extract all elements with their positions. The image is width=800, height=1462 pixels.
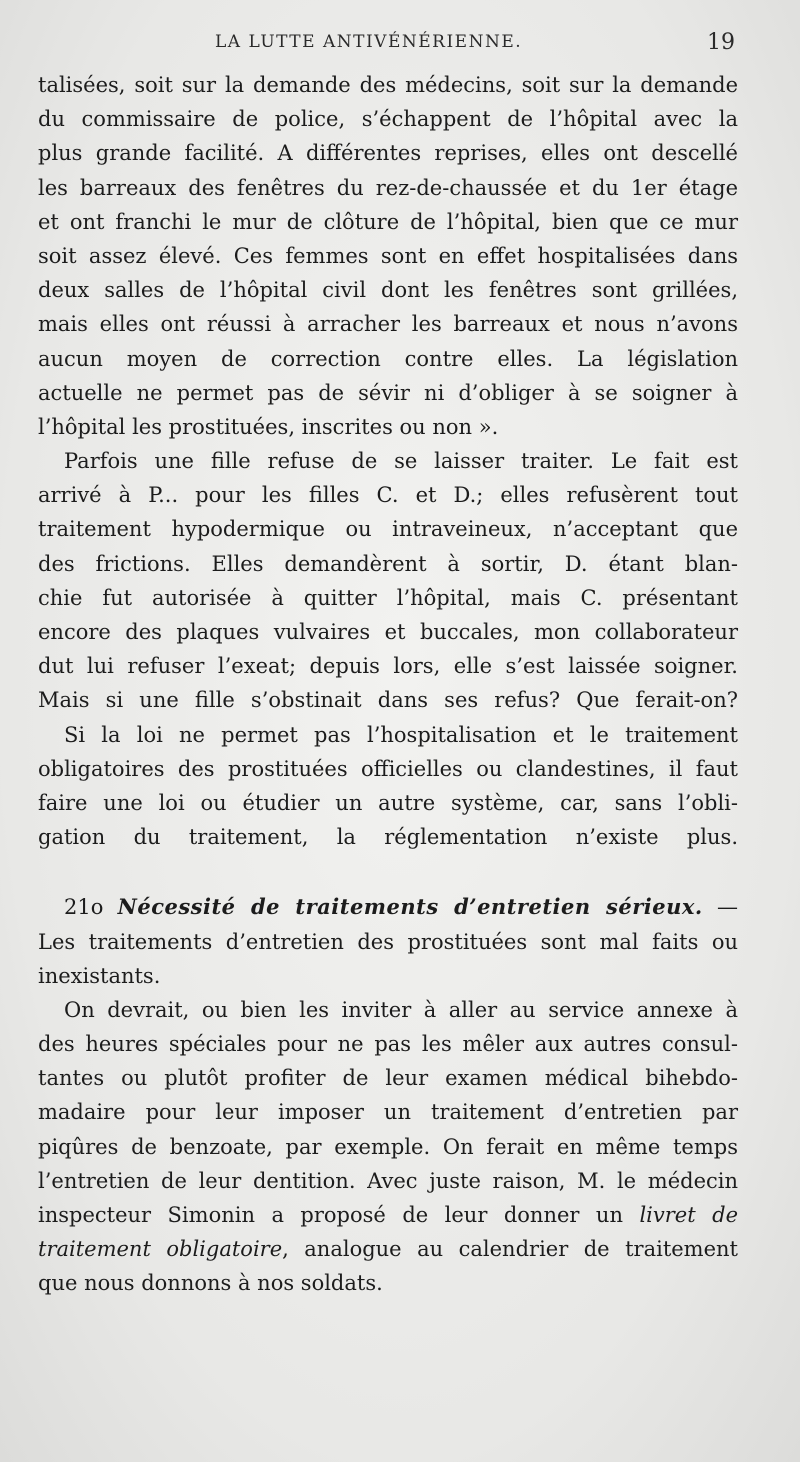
- text-line: plus grande facilité. A différentes reprises, elles ont descellé: [38, 141, 738, 166]
- text-line: mais elles ont réussi à arracher les barreaux et nous n’avons: [38, 312, 738, 337]
- text-line: l’entretien de leur dentition. Avec juste raison, M. le médecin: [38, 1168, 738, 1193]
- text-line: [38, 1198, 738, 1232]
- page-number: 19: [707, 30, 735, 55]
- text-line: [38, 1232, 738, 1266]
- body-text: [38, 68, 738, 1301]
- text-line: inexistants.: [38, 963, 161, 988]
- text-line: talisées, soit sur la demande des médecins, soit sur la demande: [38, 73, 738, 97]
- section-number: 21o: [64, 895, 104, 920]
- text-line: des frictions. Elles demandèrent à sortir, D. étant blan-: [38, 551, 738, 576]
- text-line: que nous donnons à nos soldats.: [38, 1271, 383, 1296]
- section-title: Nécessité de traitements d’entretien sérieux.: [117, 894, 703, 920]
- text-line: obligatoires des prostituées officielles ou clandestines, il faut: [38, 756, 738, 781]
- italic-term: livret de: [639, 1203, 738, 1227]
- text-line: et ont franchi le mur de clôture de l’hôpital, bien que ce mur: [38, 209, 738, 234]
- section-heading: [38, 890, 738, 924]
- text-line: soit assez élevé. Ces femmes sont en effet hospitalisées dans: [38, 243, 738, 268]
- text-line: madaire pour leur imposer un traitement d’entretien par: [38, 1100, 738, 1125]
- text-line: Mais si une fille s’obstinait dans ses refus? Que ferait-on?: [38, 688, 738, 713]
- paragraph-refusal: [38, 444, 738, 718]
- text-line: Les traitements d’entretien des prostituées sont mal faits ou: [38, 929, 738, 954]
- text-line: dut lui refuser l’exeat; depuis lors, elle s’est laissée soigner.: [38, 654, 738, 679]
- page-header: [215, 30, 735, 60]
- text-line: arrivé à P... pour les filles C. et D.; elles refusèrent tout: [38, 483, 738, 508]
- text-line: piqûres de benzoate, par exemple. On ferait en même temps: [38, 1134, 738, 1159]
- paragraph-continued: [38, 68, 738, 444]
- text-line: gation du traitement, la réglementation n’existe plus.: [38, 825, 738, 850]
- text-line: Si la loi ne permet pas l’hospitalisation et le traitement: [64, 722, 738, 747]
- paragraph-law: [38, 718, 738, 855]
- text-line: aucun moyen de correction contre elles. La législation: [38, 346, 738, 371]
- paragraph-treatment: [38, 993, 738, 1301]
- text-span: , analogue au calendrier de traitement: [282, 1237, 738, 1262]
- section-21: [38, 890, 738, 993]
- section-gap: [38, 854, 738, 890]
- text-line: chie fut autorisée à quitter l’hôpital, mais C. présentant: [38, 585, 738, 610]
- text-line: On devrait, ou bien les inviter à aller au service annexe à: [64, 997, 738, 1022]
- text-line: Parfois une fille refuse de se laisser traiter. Le fait est: [64, 449, 738, 474]
- text-line: faire une loi ou étudier un autre système, car, sans l’obli-: [38, 790, 738, 815]
- running-title: LA LUTTE ANTIVÉNÉRIENNE.: [215, 32, 523, 52]
- text-span: inspecteur Simonin a proposé de leur donner un: [38, 1203, 623, 1227]
- text-line: deux salles de l’hôpital civil dont les fenêtres sont grillées,: [38, 278, 738, 303]
- text-line: l’hôpital les prostituées, inscrites ou non ».: [38, 414, 499, 439]
- text-line: les barreaux des fenêtres du rez-de-chaussée et du 1er étage: [38, 175, 738, 200]
- text-line: des heures spéciales pour ne pas les mêler aux autres consul-: [38, 1032, 738, 1057]
- text-line: tantes ou plutôt profiter de leur examen médical bihebdo-: [38, 1066, 738, 1091]
- italic-term: traitement obligatoire: [38, 1237, 283, 1262]
- text-line: traitement hypodermique ou intraveineux, n’acceptant que: [38, 517, 738, 542]
- section-dash: —: [717, 895, 739, 920]
- text-line: du commissaire de police, s’échappent de l’hôpital avec la: [38, 107, 738, 132]
- text-line: actuelle ne permet pas de sévir ni d’obliger à se soigner à: [38, 380, 738, 405]
- text-line: encore des plaques vulvaires et buccales, mon collaborateur: [38, 620, 738, 644]
